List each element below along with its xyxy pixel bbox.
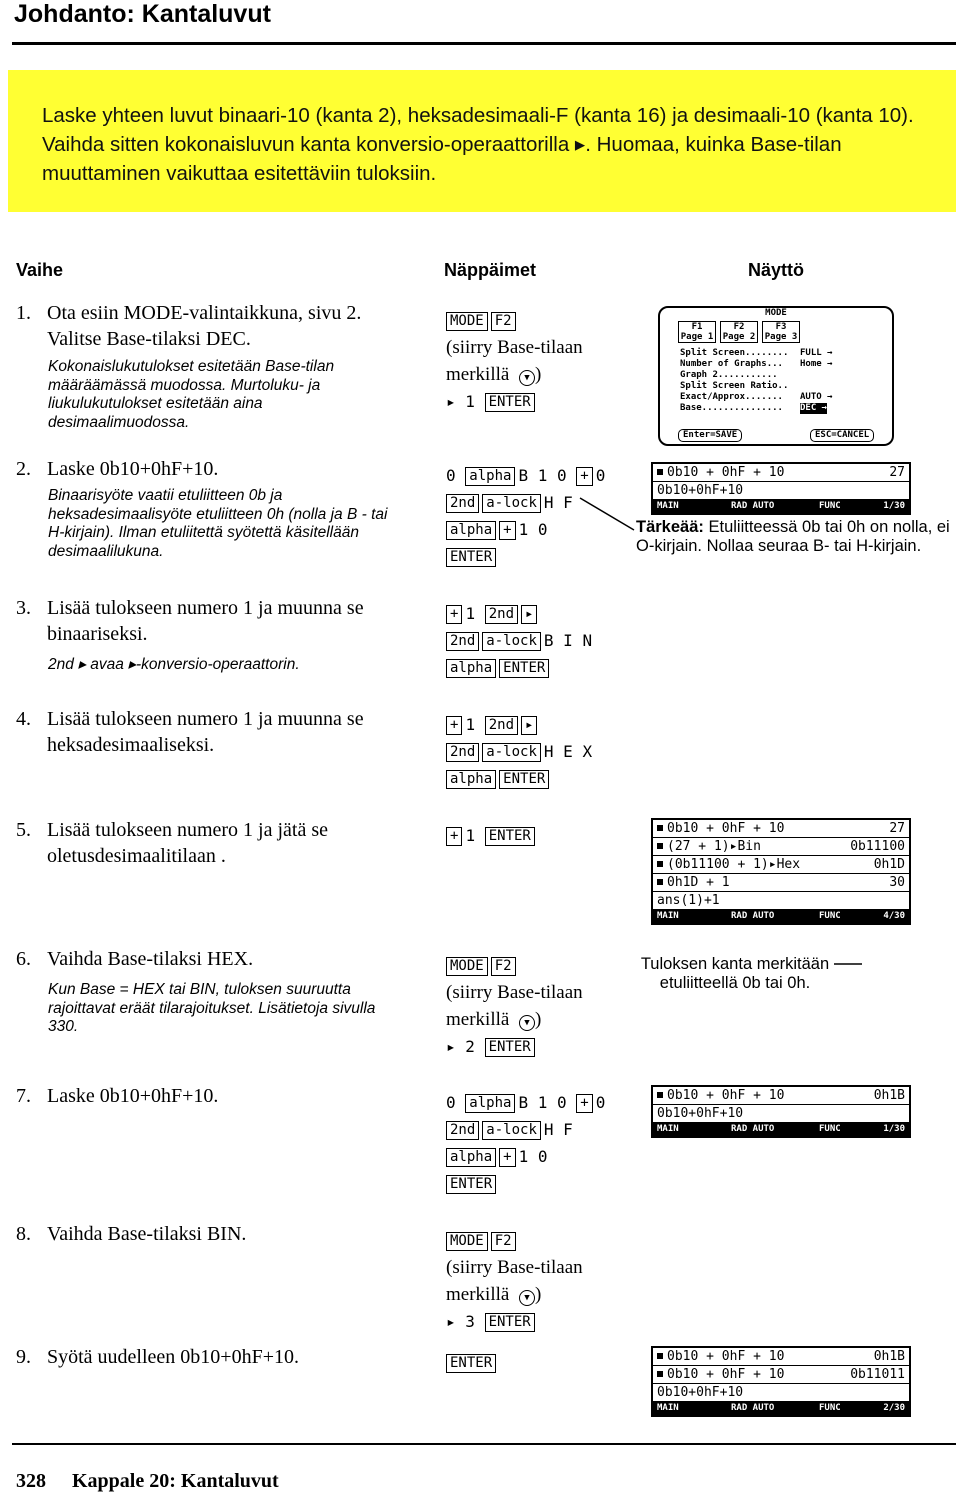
screen-step-9: 0b10 + 0hF + 10 0h1B 0b10 + 0hF + 10 0b11011 0b10+0hF+10 MAIN RAD AUTO FUNC 2/30 bbox=[651, 1346, 911, 1417]
intro-text: Laske yhteen luvut binaari-10 (kanta 2), heksadesimaali-F (kanta 16) ja desimaali-10 (kanta 10). Vaihda sitten kokonaisluvun kanta konversio-operaattorilla ▸. Huomaa, kuinka Base-tilan muuttaminen vaikuttaa esitettäviin tuloksiin. bbox=[42, 104, 914, 185]
keys-step-2: 0 alpha B 1 0 + 0 2nd a-lock H F alpha + 1 0 ENTER bbox=[446, 466, 606, 565]
header-step: Vaihe bbox=[16, 260, 64, 280]
step-5: 5. Lisää tulokseen numero 1 ja jätä se oletusdesimaalitilaan . bbox=[16, 819, 329, 867]
keys-step-9: ENTER bbox=[446, 1349, 646, 1376]
down-arrow-icon: ▼ bbox=[519, 370, 535, 386]
mode-dialog-screen: MODE F1 Page 1 F2 Page 2 F3 Page 3 Split Screen........ Number of Graphs... Graph 2........... Split Screen Ratio.. Exact/Approx....... Base............... FULL → Home → AUTO → DEC → Enter=SAVE ESC=CANCEL bbox=[658, 306, 894, 446]
right-arrow-icon: ▸ bbox=[446, 1037, 456, 1056]
base-prefix-note: Tuloksen kanta merkitään etuliitteellä 0b tai 0h. bbox=[640, 955, 830, 992]
keys-step-3: + 1 2nd ▸ 2nd a-lock B I N alpha ENTER bbox=[446, 600, 646, 681]
step-3: 3. Lisää tulokseen numero 1 ja muunna se binaariseksi. bbox=[16, 597, 364, 645]
step-4: 4. Lisää tulokseen numero 1 ja muunna se heksadesimaaliseksi. bbox=[16, 708, 364, 756]
page-number: 328 bbox=[16, 1470, 46, 1492]
callout-line bbox=[578, 496, 638, 532]
step-8: 8. Vaihda Base-tilaksi BIN. bbox=[16, 1223, 247, 1245]
step-1: 1. Ota esiin MODE-valintaikkuna, sivu 2. Valitse Base-tilaksi DEC. bbox=[16, 302, 362, 350]
page-footer bbox=[16, 1470, 305, 1493]
step-1-note: Kokonaislukutulokset esitetään Base-tilan määräämässä muodossa. Murtoluku- ja liukulukutulokset esitetään aina desimaalimuodossa. bbox=[48, 358, 335, 431]
step-3-note: 2nd ▸ avaa ▸-konversio-operaattorin. bbox=[48, 656, 300, 673]
right-arrow-icon: ▸ bbox=[446, 392, 456, 411]
step-2: 2. Laske 0b10+0hF+10. bbox=[16, 458, 219, 480]
important-note: Tärkeää: Etuliitteessä 0b tai 0h on nolla, ei O-kirjain. Nollaa seuraa B- tai H-kirjain. bbox=[636, 518, 950, 555]
callout-line-2 bbox=[834, 962, 864, 966]
keys-step-4: + 1 2nd ▸ 2nd a-lock H E X alpha ENTER bbox=[446, 711, 646, 792]
chapter-title: Kappale 20: Kantaluvut bbox=[72, 1470, 279, 1492]
keys-step-6: MODE F2 (siirry Base-tilaan merkillä ▼ ) ▸ 2 ENTER bbox=[446, 958, 583, 1056]
step-9: 9. Syötä uudelleen 0b10+0hF+10. bbox=[16, 1346, 299, 1368]
header-keys: Näppäimet bbox=[444, 260, 537, 280]
keys-step-7: 0 alpha B 1 0 + 0 2nd a-lock H F alpha + 1 0 ENTER bbox=[446, 1093, 606, 1192]
step-2-note: Binaarisyöte vaatii etuliitteen 0b ja heksadesimaalisyöte etuliitteen 0h (nolla ja B - tai H-kirjain). Ilman etuliitettä syötettä käsitellään desimaalilukuna. bbox=[48, 487, 388, 560]
step-6: 6. Vaihda Base-tilaksi HEX. bbox=[16, 948, 254, 970]
title-rule bbox=[12, 42, 956, 45]
right-arrow-icon: ▸ bbox=[446, 1312, 456, 1331]
keys-step-5: + 1 ENTER bbox=[446, 822, 646, 849]
screen-step-7: 0b10 + 0hF + 10 0h1B 0b10+0hF+10 MAIN RAD AUTO FUNC 1/30 bbox=[651, 1085, 911, 1138]
screen-step-2: 0b10 + 0hF + 10 27 0b10+0hF+10 MAIN RAD AUTO FUNC 1/30 bbox=[651, 462, 911, 515]
page-title: Johdanto: Kantaluvut bbox=[14, 0, 271, 28]
down-arrow-icon: ▼ bbox=[519, 1290, 535, 1306]
step-6-note: Kun Base = HEX tai BIN, tuloksen suuruutta rajoittavat eräät tilarajoitukset. Lisätietoja sivulla 330. bbox=[48, 981, 376, 1035]
screen-step-5: 0b10 + 0hF + 10 27 (27 + 1)▸Bin 0b11100 (0b11100 + 1)▸Hex 0h1D 0h1D + 1 30 ans(1)+1 MAIN RAD AUTO FUNC 4/30 bbox=[651, 818, 911, 925]
intro-box bbox=[8, 70, 956, 212]
footer-rule bbox=[12, 1443, 956, 1445]
keys-step-1: MODE F2 (siirry Base-tilaan merkillä ▼ ) ▸ 1 ENTER bbox=[446, 313, 583, 411]
down-arrow-icon: ▼ bbox=[519, 1015, 535, 1031]
step-7: 7. Laske 0b10+0hF+10. bbox=[16, 1085, 219, 1107]
header-screen: Näyttö bbox=[748, 260, 805, 280]
keys-step-8: MODE F2 (siirry Base-tilaan merkillä ▼ ) ▸ 3 ENTER bbox=[446, 1233, 583, 1331]
